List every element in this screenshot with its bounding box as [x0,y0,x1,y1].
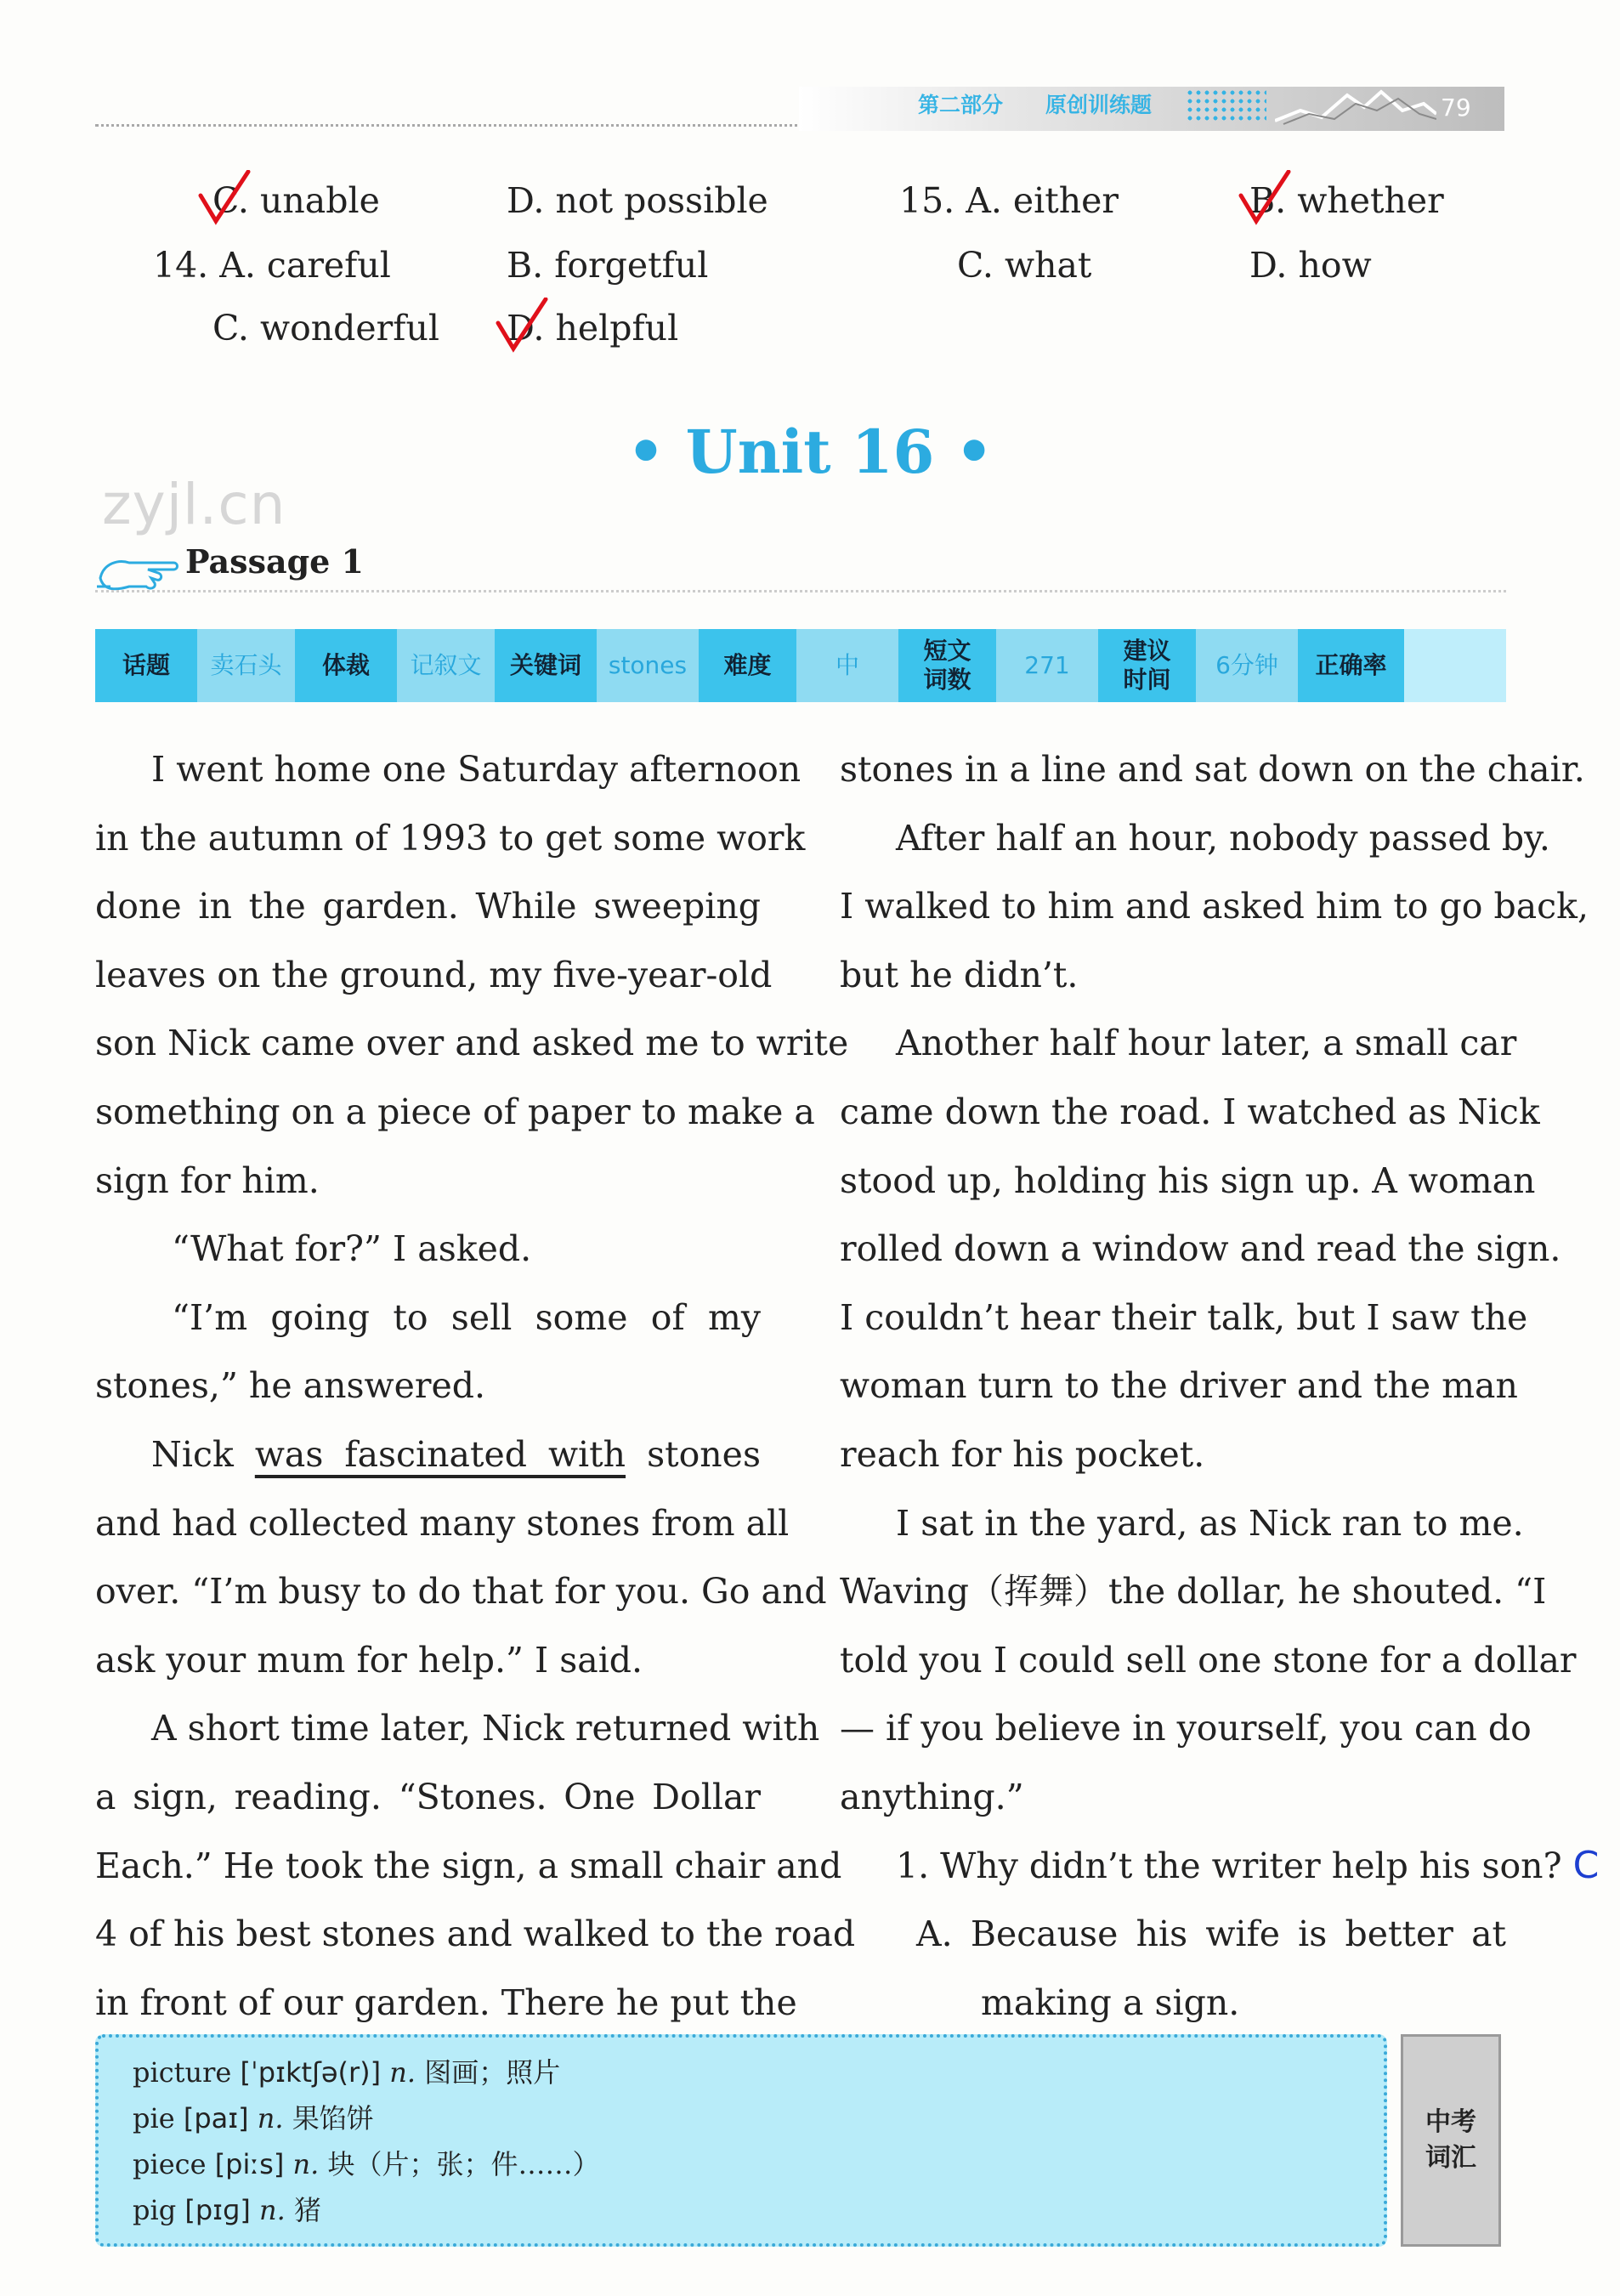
info-value-word-count: 271 [1024,651,1070,680]
question-1 [840,1832,1600,1901]
handwritten-answer: C [1572,1843,1600,1887]
q14-option-d: D. helpful [507,308,679,349]
vocab-pos: n. [292,2148,320,2180]
text-line: stones in a line and sat down on the chair. [840,749,1585,790]
vocab-phonetic: [pɪɡ] [184,2194,251,2226]
unit-title: • Unit 16 • [626,417,994,487]
text-line: I walked to him and asked him to go back, [840,886,1589,927]
vocab-word: pie [133,2102,175,2134]
q15-option-c: C. what [957,245,1092,286]
vocab-entry [133,2143,599,2182]
text-line: leaves on the ground, my five-year-old [95,954,773,995]
text-line: reach for his pocket. [840,1433,1205,1475]
text-line: ask your mum for help.” I said. [95,1639,643,1681]
info-label-difficulty: 难度 [699,629,796,702]
info-label-accuracy: 正确率 [1298,629,1404,702]
text-line: Another half hour later, a small car [896,1023,1517,1064]
vocab-entry [133,2189,321,2228]
text-line: came down the road. I watched as Nick [840,1091,1540,1132]
vocab-word: picture [133,2056,232,2089]
text-line: sign for him. [95,1159,320,1201]
text-line: and had collected many stones from all [95,1502,790,1544]
q13-option-c: C. unable [212,180,380,221]
exam-vocab-tag [1401,2034,1501,2247]
text-line: in the autumn of 1993 to get some work [95,817,806,859]
passage-info-bar [95,629,1506,702]
header-part: 原创训练题 [1045,93,1153,117]
text-line: Waving（挥舞）the dollar, he shouted. “I [840,1571,1547,1613]
vocabulary-box [95,2034,1387,2247]
info-value-keyword: stones [608,651,688,680]
info-value-difficulty: 中 [835,651,859,680]
vocab-pos: n. [257,2102,284,2134]
text-line: I went home one Saturday afternoon [151,749,802,790]
text-line: After half an hour, nobody passed by. [896,817,1550,859]
info-value-accuracy [1404,629,1506,702]
text-line: I couldn’t hear their talk, but I saw the [840,1296,1528,1338]
text-line: stood up, holding his sign up. A woman [840,1159,1536,1201]
text-line: done in the garden. While sweeping [95,886,761,927]
passage-right-column [840,735,1600,2037]
q15-option-a: 15. A. either [899,180,1119,221]
text-line: Each.” He took the sign, a small chair and [95,1845,842,1886]
vocab-word: pig [133,2194,177,2226]
vocab-entry [133,2097,374,2136]
q14-option-b: B. forgetful [507,245,709,286]
section-divider [95,590,1506,592]
vocab-meaning: 图画；照片 [424,2056,561,2089]
text-line: in front of our garden. There he put the [95,1981,797,2023]
vocab-phonetic: [piːs] [214,2148,285,2180]
text-line: told you I could sell one stone for a dollar [840,1639,1577,1681]
vocab-phonetic: [ˈpɪktʃə(r)] [240,2056,382,2089]
text-line-underlined [95,1420,761,1489]
pointing-hand-icon [95,544,180,593]
header-dot-pattern [1186,88,1266,122]
text-line: anything.” [840,1776,1024,1817]
info-label-word-count: 短文 词数 [898,629,996,702]
info-value-topic: 卖石头 [210,651,282,680]
question-stem: 1. Why didn’t the writer help his son? [896,1845,1562,1886]
text-line: something on a piece of paper to make a [95,1091,815,1132]
q15-option-d: D. how [1249,245,1372,286]
vocab-phonetic: [paɪ] [183,2102,249,2134]
text-line: “What for?” I asked. [172,1228,532,1270]
info-value-genre: 记叙文 [410,651,482,680]
info-label-genre: 体裁 [295,629,397,702]
header-section: 第二部分 [918,93,1004,117]
text-line: rolled down a window and read the sign. [840,1228,1561,1270]
q15-option-b: B. whether [1249,180,1444,221]
check-mark-icon [495,298,549,354]
vocab-pos: n. [389,2056,416,2089]
text-line: woman turn to the driver and the man [840,1365,1518,1407]
text-line: — if you believe in yourself, you can do [840,1708,1532,1749]
info-label-keyword: 关键词 [495,629,597,702]
text-segment: stones [647,1433,761,1475]
text-line: son Nick came over and asked me to write [95,1023,849,1064]
text-line: over. “I’m busy to do that for you. Go and [95,1571,827,1613]
passage-label: Passage 1 [185,542,365,581]
check-mark-icon [197,170,252,226]
text-segment: Nick [151,1433,234,1475]
text-line: 4 of his best stones and walked to the road [95,1913,856,1955]
info-value-time: 6分钟 [1215,651,1278,680]
vocab-pos: n. [259,2194,286,2226]
header-dotted-rule [95,124,809,127]
vocab-entry [133,2051,560,2090]
text-line: A short time later, Nick returned with [151,1708,820,1749]
underlined-phrase: was fascinated with [254,1433,626,1475]
vocab-meaning: 块（片；张；件……） [327,2148,600,2180]
text-line: stones,” he answered. [95,1365,486,1407]
info-label-time: 建议 时间 [1098,629,1196,702]
exam-vocab-label: 中考词汇 [1425,2107,1476,2173]
vocab-meaning: 果馅饼 [292,2102,374,2134]
passage-left-column [95,735,856,2037]
question-option-a: A. Because his wife is better at [916,1913,1506,1955]
text-line: “I’m going to sell some of my [172,1296,761,1338]
mountain-icon [1275,85,1436,128]
page-number: 79 [1441,94,1471,122]
question-option-a-cont: making a sign. [981,1981,1240,2023]
q14-option-a: 14. A. careful [153,245,391,286]
vocab-meaning: 猪 [293,2194,321,2226]
q14-option-c: C. wonderful [212,308,439,349]
q13-option-d: D. not possible [507,180,768,221]
text-line: I sat in the yard, as Nick ran to me. [896,1502,1524,1544]
check-mark-icon [1238,170,1292,226]
vocab-word: piece [133,2148,207,2180]
text-line: a sign, reading. “Stones. One Dollar [95,1776,761,1817]
watermark: zyjl.cn [102,472,286,537]
info-label-topic: 话题 [95,629,197,702]
text-line: but he didn’t. [840,954,1079,995]
